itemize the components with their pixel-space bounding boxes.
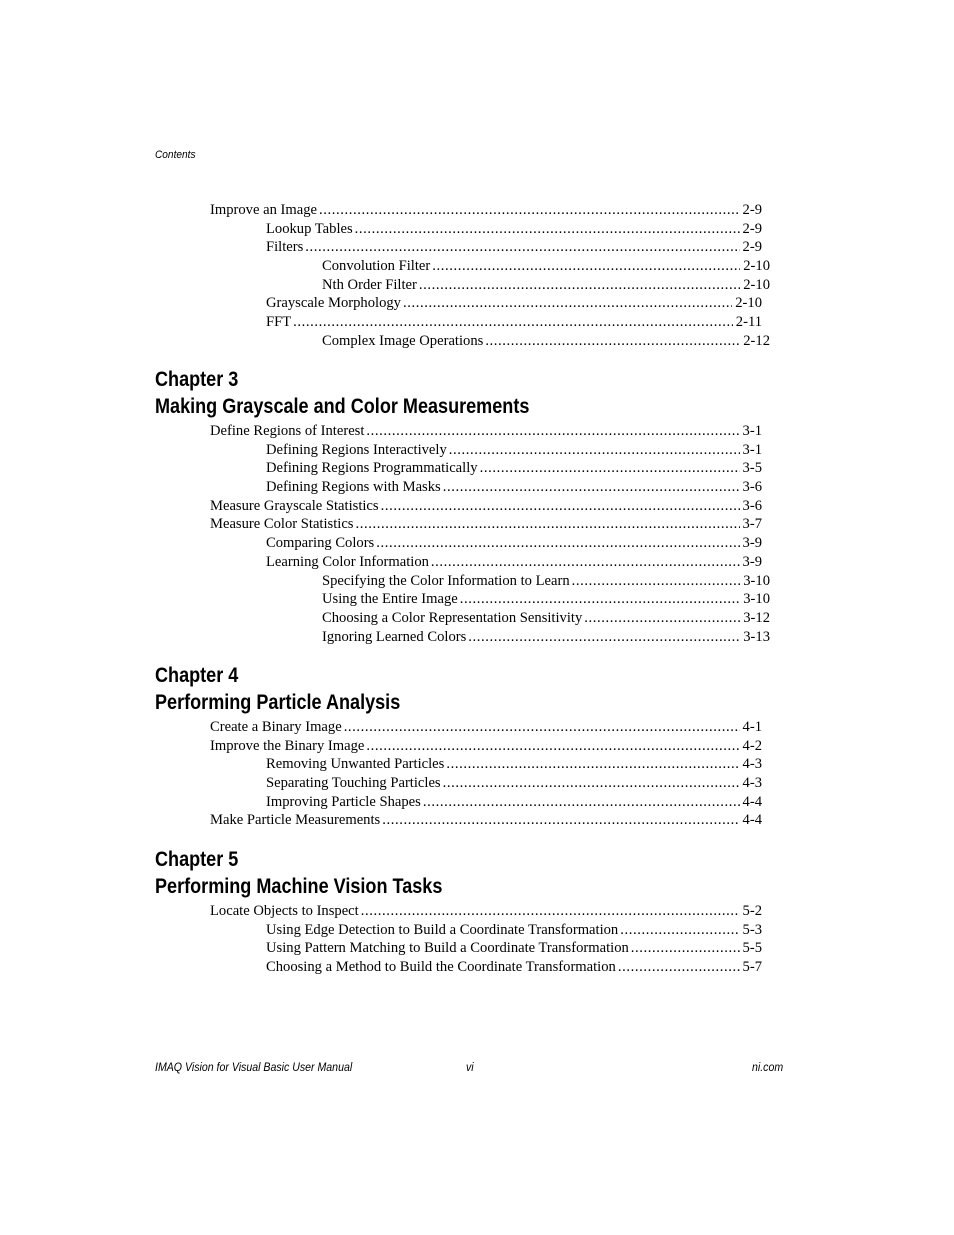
dot-leader <box>293 313 733 332</box>
toc-entry-page[interactable]: 5-7 <box>742 959 762 976</box>
toc-entry-page[interactable]: 4-1 <box>742 719 762 735</box>
toc-entry-title[interactable]: Ignoring Learned Colors <box>322 628 467 645</box>
chapter-label[interactable]: Chapter 3 <box>155 368 239 391</box>
toc-entry-page[interactable]: 3-9 <box>742 553 762 570</box>
toc-entry-row <box>322 257 770 276</box>
toc-entry-row <box>266 220 762 239</box>
toc-entry-title[interactable]: Define Regions of Interest <box>210 423 365 439</box>
toc-entry-page[interactable]: 3-6 <box>742 479 762 496</box>
toc-entry-page[interactable]: 4-4 <box>742 793 762 810</box>
toc-entry-page[interactable]: 3-1 <box>742 441 762 458</box>
toc-entry-page[interactable]: 5-3 <box>742 921 762 938</box>
toc-entry-page[interactable]: 2-9 <box>742 220 762 237</box>
toc-entry-title[interactable]: Convolution Filter <box>322 258 431 275</box>
toc-entry-page[interactable]: 2-10 <box>743 276 770 293</box>
toc-entry-page[interactable]: 4-3 <box>742 756 762 773</box>
toc-entry-page[interactable]: 3-10 <box>743 572 770 589</box>
toc-entry[interactable] <box>0 590 954 609</box>
toc-entry-page[interactable]: 3-1 <box>742 423 762 439</box>
toc-entry-title[interactable]: Defining Regions Programmatically <box>266 460 478 477</box>
toc-entry-page[interactable]: 2-11 <box>735 314 762 331</box>
toc-entry[interactable] <box>0 515 954 534</box>
toc-entry-row <box>266 534 762 553</box>
toc-entry[interactable] <box>0 276 954 295</box>
dot-leader <box>485 332 740 351</box>
toc-entry[interactable] <box>0 313 954 332</box>
dot-leader <box>618 958 740 977</box>
chapter-title[interactable]: Performing Machine Vision Tasks <box>155 875 443 898</box>
toc-entry-title[interactable]: Learning Color Information <box>266 553 429 570</box>
toc-entry-title[interactable]: Using Edge Detection to Build a Coordinate Transformation <box>266 921 619 938</box>
toc-entry-page[interactable]: 4-4 <box>742 812 762 829</box>
toc-entry-title[interactable]: Complex Image Operations <box>322 332 484 349</box>
toc-entry[interactable] <box>0 497 954 516</box>
toc-entry[interactable] <box>0 628 954 647</box>
toc-entry-title[interactable]: Locate Objects to Inspect <box>210 903 359 919</box>
toc-entry-title[interactable]: Comparing Colors <box>266 535 375 552</box>
chapter-label[interactable]: Chapter 4 <box>155 664 239 687</box>
toc-entry[interactable] <box>0 902 954 921</box>
toc-entry-page[interactable]: 3-12 <box>743 609 770 626</box>
dot-leader <box>443 774 740 793</box>
toc-entry[interactable] <box>0 220 954 239</box>
toc-entry-row <box>210 811 762 830</box>
dot-leader <box>419 276 740 295</box>
toc-entry-title[interactable]: Defining Regions Interactively <box>266 441 447 458</box>
toc-entry-title[interactable]: Nth Order Filter <box>322 276 417 293</box>
toc-entry-page[interactable]: 3-6 <box>742 497 762 514</box>
toc-entry[interactable] <box>0 755 954 774</box>
toc-entry[interactable] <box>0 553 954 572</box>
dot-leader <box>305 238 739 257</box>
toc-entry-row <box>266 441 762 460</box>
toc-entry-title[interactable]: Grayscale Morphology <box>266 295 401 312</box>
dot-leader <box>376 534 739 553</box>
chapter-title[interactable]: Performing Particle Analysis <box>155 691 401 714</box>
toc-entry-title[interactable]: Measure Color Statistics <box>210 516 354 533</box>
toc-entry-row <box>322 572 770 591</box>
toc-entry-title[interactable]: Using the Entire Image <box>322 591 458 608</box>
toc-entry[interactable] <box>0 793 954 812</box>
toc-entry[interactable] <box>0 441 954 460</box>
toc-entry-title[interactable]: Improve the Binary Image <box>210 737 365 754</box>
running-head: Contents <box>155 149 196 161</box>
toc-entry-row <box>266 958 762 977</box>
toc-entry-title[interactable]: Measure Grayscale Statistics <box>210 497 379 514</box>
toc-entry-title[interactable]: Create a Binary Image <box>210 719 342 735</box>
dot-leader <box>449 441 740 460</box>
toc-entry[interactable] <box>0 718 954 737</box>
dot-leader <box>620 921 739 940</box>
toc-entry-title[interactable]: Filters <box>266 239 304 256</box>
toc-entry-row <box>266 459 762 478</box>
toc-entry[interactable] <box>0 257 954 276</box>
toc-entry[interactable] <box>0 921 954 940</box>
toc-entry-row <box>266 238 762 257</box>
toc-entry[interactable] <box>0 774 954 793</box>
toc-entry-row <box>210 422 762 441</box>
toc-entry-title[interactable]: Using Pattern Matching to Build a Coordinate Transformation <box>266 940 629 957</box>
toc-entry-row <box>266 793 762 812</box>
toc-entry[interactable] <box>0 294 954 313</box>
toc-entry-page[interactable]: 3-7 <box>742 516 762 533</box>
dot-leader <box>403 294 732 313</box>
toc-entry-page[interactable]: 5-5 <box>742 940 762 957</box>
toc-entry-title[interactable]: Improve an Image <box>210 202 317 218</box>
dot-leader <box>423 793 740 812</box>
dot-leader <box>356 515 740 534</box>
toc-entry-page[interactable]: 2-10 <box>743 258 770 275</box>
toc-entry-page[interactable]: 4-2 <box>742 737 762 754</box>
dot-leader <box>431 553 740 572</box>
toc-entry[interactable] <box>0 939 954 958</box>
toc-entry-row <box>210 718 762 737</box>
toc-entry-row <box>322 332 770 351</box>
toc-entry-row <box>210 497 762 516</box>
toc-entry-title[interactable]: Choosing a Color Representation Sensitivity <box>322 609 583 626</box>
toc-entry-page[interactable]: 4-3 <box>742 775 762 792</box>
dot-leader <box>344 718 740 737</box>
toc-entry-row <box>266 553 762 572</box>
dot-leader <box>460 590 740 609</box>
toc-entry[interactable] <box>0 609 954 628</box>
footer-page-number: vi <box>466 1062 474 1074</box>
toc-entry-title[interactable]: FFT <box>266 314 292 331</box>
dot-leader <box>443 478 740 497</box>
toc-entry-page[interactable]: 5-2 <box>742 903 762 919</box>
dot-leader <box>355 220 740 239</box>
toc-entry-row <box>210 737 762 756</box>
toc-entry-row <box>322 590 770 609</box>
toc-entry-title[interactable]: Make Particle Measurements <box>210 812 381 829</box>
toc-entry[interactable] <box>0 201 954 220</box>
toc-entry-row <box>210 515 762 534</box>
toc-entry[interactable] <box>0 422 954 441</box>
toc-entry[interactable] <box>0 958 954 977</box>
toc-entry-page[interactable]: 3-10 <box>743 591 770 608</box>
chapter-label[interactable]: Chapter 5 <box>155 848 239 871</box>
dot-leader <box>432 257 740 276</box>
footer-website[interactable]: ni.com <box>752 1062 784 1074</box>
toc-entry-title[interactable]: Removing Unwanted Particles <box>266 756 445 773</box>
toc-section-chapter-3 <box>0 422 954 646</box>
toc-entry-row <box>322 628 770 647</box>
toc-entry-page[interactable]: 3-9 <box>742 535 762 552</box>
footer-manual-title: IMAQ Vision for Visual Basic User Manual <box>155 1062 353 1074</box>
toc-entry[interactable] <box>0 811 954 830</box>
toc-entry-page[interactable]: 2-10 <box>735 295 762 312</box>
dot-leader <box>446 755 739 774</box>
dot-leader <box>480 459 740 478</box>
dot-leader <box>361 902 740 921</box>
dot-leader <box>382 811 739 830</box>
toc-section-chapter-5 <box>0 902 954 977</box>
toc-section-chapter-4 <box>0 718 954 830</box>
toc-entry-row <box>266 478 762 497</box>
toc-entry-row <box>210 201 762 220</box>
dot-leader <box>631 939 740 958</box>
toc-entry-page[interactable]: 2-9 <box>742 202 762 218</box>
toc-entry-row <box>266 294 762 313</box>
toc-entry[interactable] <box>0 459 954 478</box>
dot-leader <box>584 609 740 628</box>
toc-entry-row <box>266 939 762 958</box>
toc-entry-title[interactable]: Defining Regions with Masks <box>266 479 441 496</box>
toc-entry[interactable] <box>0 238 954 257</box>
dot-leader <box>572 572 741 591</box>
dot-leader <box>366 737 739 756</box>
chapter-title[interactable]: Making Grayscale and Color Measurements <box>155 395 530 418</box>
toc-entry-title[interactable]: Choosing a Method to Build the Coordinate Transformation <box>266 959 616 976</box>
toc-entry-page[interactable]: 2-9 <box>742 239 762 256</box>
toc-entry[interactable] <box>0 534 954 553</box>
toc-entry-title[interactable]: Lookup Tables <box>266 220 353 237</box>
dot-leader <box>319 201 740 220</box>
toc-entry[interactable] <box>0 478 954 497</box>
toc-entry-row <box>266 755 762 774</box>
toc-entry-page[interactable]: 2-12 <box>743 332 770 349</box>
dot-leader <box>468 628 740 647</box>
toc-entry-title[interactable]: Separating Touching Particles <box>266 775 441 792</box>
toc-entry-row <box>210 902 762 921</box>
toc-entry-row <box>322 276 770 295</box>
toc-section-continued <box>0 201 954 351</box>
toc-entry[interactable] <box>0 332 954 351</box>
toc-entry-page[interactable]: 3-5 <box>742 460 762 477</box>
dot-leader <box>381 497 740 516</box>
dot-leader <box>366 422 739 441</box>
toc-entry-title[interactable]: Specifying the Color Information to Learn <box>322 572 570 589</box>
toc-entry-row <box>322 609 770 628</box>
toc-entry-title[interactable]: Improving Particle Shapes <box>266 793 421 810</box>
toc-entry-row <box>266 921 762 940</box>
toc-entry-page[interactable]: 3-13 <box>743 628 770 645</box>
toc-entry[interactable] <box>0 737 954 756</box>
toc-entry-row <box>266 774 762 793</box>
toc-entry[interactable] <box>0 572 954 591</box>
toc-entry-row <box>266 313 762 332</box>
